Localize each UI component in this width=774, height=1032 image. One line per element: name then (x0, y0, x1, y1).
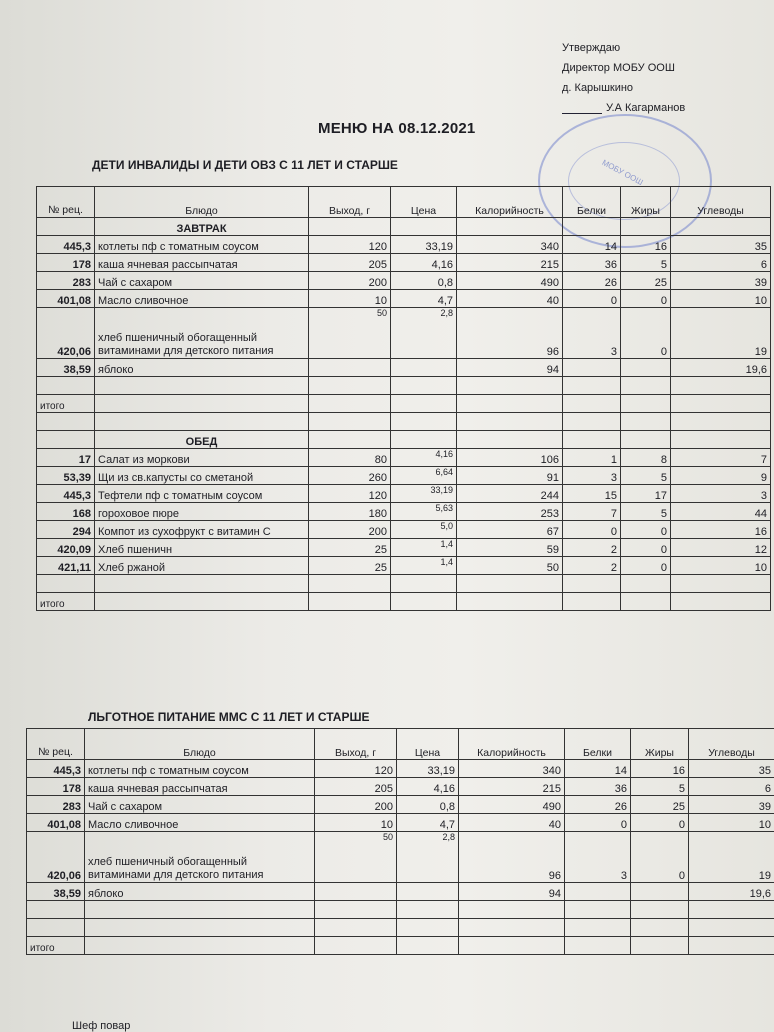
cell-weight: 200 (309, 272, 391, 290)
cell-code: 283 (37, 272, 95, 290)
cell-code: 53,39 (37, 467, 95, 485)
empty-row (37, 377, 771, 395)
cell-price: 4,16 (391, 254, 457, 272)
cell-price: 1,4 (391, 557, 457, 575)
cell-code: 445,3 (37, 485, 95, 503)
table-row (37, 272, 771, 290)
cell-carbs: 10 (671, 557, 771, 575)
table-row (27, 883, 774, 901)
cell-dish: гороховое пюре (95, 503, 309, 521)
table-row (37, 521, 771, 539)
cell-protein (565, 883, 631, 901)
cell-price (391, 359, 457, 377)
cell-protein: 26 (563, 272, 621, 290)
approval-line: Утверждаю (562, 42, 621, 54)
col-dish: Блюдо (85, 729, 315, 760)
village-line: д. Карышкино (562, 82, 634, 94)
cell-kcal: 50 (457, 557, 563, 575)
cell-dish: хлеб пшеничный обогащенный витаминами для детского питания (85, 832, 315, 883)
table-row (27, 832, 774, 883)
cell-code: 178 (27, 778, 85, 796)
cell-carbs: 10 (671, 290, 771, 308)
cell-kcal: 40 (457, 290, 563, 308)
breakfast-label: ЗАВТРАК (95, 218, 309, 236)
cell-fat: 25 (631, 796, 689, 814)
cell-weight: 120 (315, 760, 397, 778)
cell-kcal: 94 (457, 359, 563, 377)
table-row (27, 796, 774, 814)
approval-block (562, 38, 685, 118)
cell-carbs: 39 (671, 272, 771, 290)
breakfast-rows (37, 236, 771, 377)
empty-row (37, 413, 771, 431)
cell-fat: 0 (631, 814, 689, 832)
cell-dish: каша ячневая рассыпчатая (85, 778, 315, 796)
benefit-rows (27, 760, 774, 901)
cell-carbs: 12 (671, 539, 771, 557)
cell-price: 6,64 (391, 467, 457, 485)
cell-fat: 0 (621, 557, 671, 575)
section-row (37, 218, 771, 236)
director-line: Директор МОБУ ООШ (562, 62, 675, 74)
cell-code: 294 (37, 521, 95, 539)
table2-title: ЛЬГОТНОЕ ПИТАНИЕ ММС С 11 ЛЕТ И СТАРШЕ (88, 710, 370, 724)
cell-dish: Масло сливочное (85, 814, 315, 832)
cell-protein: 14 (563, 236, 621, 254)
col-code: № рец. (27, 729, 85, 760)
cell-weight: 25 (309, 557, 391, 575)
cell-protein: 26 (565, 796, 631, 814)
table-row (27, 760, 774, 778)
cell-weight: 25 (309, 539, 391, 557)
cell-dish: Тефтели пф с томатным соусом (95, 485, 309, 503)
cell-dish: котлеты пф с томатным соусом (85, 760, 315, 778)
cell-protein: 0 (563, 521, 621, 539)
cell-price: 5,63 (391, 503, 457, 521)
cell-kcal: 340 (457, 236, 563, 254)
cell-weight: 10 (315, 814, 397, 832)
cell-protein: 2 (563, 539, 621, 557)
cell-weight (315, 883, 397, 901)
table-row (37, 539, 771, 557)
cell-fat: 5 (621, 503, 671, 521)
cell-code: 420,06 (27, 832, 85, 883)
cell-kcal: 96 (457, 308, 563, 359)
cell-code: 445,3 (37, 236, 95, 254)
cell-carbs: 6 (689, 778, 774, 796)
cell-protein (563, 359, 621, 377)
menu-title: МЕНЮ НА 08.12.2021 (318, 120, 476, 137)
itogo-label: итого (37, 593, 95, 611)
cell-protein: 15 (563, 485, 621, 503)
col-protein: Белки (563, 187, 621, 218)
cell-kcal: 215 (459, 778, 565, 796)
cell-dish: хлеб пшеничный обогащенный витаминами для детского питания (95, 308, 309, 359)
cell-weight: 80 (309, 449, 391, 467)
table-row (27, 778, 774, 796)
cell-price: 33,19 (397, 760, 459, 778)
cell-weight: 50 (315, 832, 397, 883)
cell-price: 4,7 (397, 814, 459, 832)
cell-code: 38,59 (27, 883, 85, 901)
cell-kcal: 490 (457, 272, 563, 290)
cell-price: 33,19 (391, 485, 457, 503)
stamp-text: МОБУ ООШ (600, 157, 645, 188)
cell-dish: Щи из св.капусты со сметаной (95, 467, 309, 485)
cell-price: 4,7 (391, 290, 457, 308)
cell-protein: 0 (565, 814, 631, 832)
col-fat: Жиры (631, 729, 689, 760)
col-carbs: Углеводы (689, 729, 774, 760)
col-protein: Белки (565, 729, 631, 760)
cell-protein: 3 (565, 832, 631, 883)
cell-weight: 260 (309, 467, 391, 485)
cell-carbs: 3 (671, 485, 771, 503)
cell-carbs: 9 (671, 467, 771, 485)
col-weight: Выход, г (315, 729, 397, 760)
table-row (37, 503, 771, 521)
cell-dish: яблоко (95, 359, 309, 377)
itogo-row (37, 395, 771, 413)
cell-price: 2,8 (397, 832, 459, 883)
cell-weight: 200 (309, 521, 391, 539)
cell-price: 5,0 (391, 521, 457, 539)
cell-kcal: 490 (459, 796, 565, 814)
cell-carbs: 19 (671, 308, 771, 359)
cell-price (397, 883, 459, 901)
cell-protein: 14 (565, 760, 631, 778)
cell-price: 2,8 (391, 308, 457, 359)
cell-carbs: 7 (671, 449, 771, 467)
cell-kcal: 96 (459, 832, 565, 883)
cell-carbs: 44 (671, 503, 771, 521)
cell-carbs: 35 (671, 236, 771, 254)
cell-dish: Масло сливочное (95, 290, 309, 308)
table-row (37, 254, 771, 272)
cell-carbs: 35 (689, 760, 774, 778)
cell-weight: 180 (309, 503, 391, 521)
cell-kcal: 106 (457, 449, 563, 467)
cell-kcal: 94 (459, 883, 565, 901)
lunch-label: ОБЕД (95, 431, 309, 449)
empty-row (37, 575, 771, 593)
cell-fat: 8 (621, 449, 671, 467)
col-price: Цена (391, 187, 457, 218)
cell-carbs: 19 (689, 832, 774, 883)
cell-weight (309, 359, 391, 377)
cell-code: 168 (37, 503, 95, 521)
cell-price: 4,16 (391, 449, 457, 467)
cell-code: 38,59 (37, 359, 95, 377)
cell-kcal: 244 (457, 485, 563, 503)
itogo-row (27, 937, 774, 955)
cell-fat: 25 (621, 272, 671, 290)
cell-code: 17 (37, 449, 95, 467)
cell-price: 33,19 (391, 236, 457, 254)
cell-weight: 120 (309, 236, 391, 254)
cell-price: 0,8 (397, 796, 459, 814)
cell-protein: 36 (563, 254, 621, 272)
cell-price: 4,16 (397, 778, 459, 796)
cell-dish: Компот из сухофрукт с витамин С (95, 521, 309, 539)
cell-kcal: 67 (457, 521, 563, 539)
cell-weight: 205 (309, 254, 391, 272)
cell-code: 420,09 (37, 539, 95, 557)
cell-protein: 7 (563, 503, 621, 521)
itogo-row (37, 593, 771, 611)
table-row (37, 467, 771, 485)
cell-kcal: 91 (457, 467, 563, 485)
cell-price: 0,8 (391, 272, 457, 290)
cell-protein: 3 (563, 308, 621, 359)
cell-carbs: 16 (671, 521, 771, 539)
cell-carbs: 19,6 (689, 883, 774, 901)
cell-dish: котлеты пф с томатным соусом (95, 236, 309, 254)
cell-weight: 10 (309, 290, 391, 308)
itogo-label: итого (37, 395, 95, 413)
col-code: № рец. (37, 187, 95, 218)
table-row (27, 814, 774, 832)
cell-weight: 120 (309, 485, 391, 503)
cell-fat: 16 (631, 760, 689, 778)
cell-kcal: 40 (459, 814, 565, 832)
cell-protein: 1 (563, 449, 621, 467)
cell-code: 178 (37, 254, 95, 272)
table-header-row (27, 729, 774, 760)
col-calories: Калорийность (457, 187, 563, 218)
chef-signature: Шеф повар (72, 1020, 131, 1032)
cell-code: 445,3 (27, 760, 85, 778)
table-row (37, 557, 771, 575)
cell-dish: яблоко (85, 883, 315, 901)
cell-kcal: 59 (457, 539, 563, 557)
cell-carbs: 10 (689, 814, 774, 832)
table-row (37, 449, 771, 467)
cell-fat: 5 (621, 467, 671, 485)
cell-weight: 50 (309, 308, 391, 359)
cell-code: 401,08 (27, 814, 85, 832)
cell-protein: 3 (563, 467, 621, 485)
cell-carbs: 39 (689, 796, 774, 814)
cell-fat: 0 (621, 539, 671, 557)
cell-fat: 0 (631, 832, 689, 883)
cell-kcal: 215 (457, 254, 563, 272)
table-row (37, 359, 771, 377)
cell-protein: 2 (563, 557, 621, 575)
cell-dish: Чай с сахаром (85, 796, 315, 814)
table1-title: ДЕТИ ИНВАЛИДЫ И ДЕТИ ОВЗ С 11 ЛЕТ И СТАРШЕ (92, 158, 398, 172)
col-calories: Калорийность (459, 729, 565, 760)
cell-fat: 0 (621, 521, 671, 539)
cell-fat: 5 (621, 254, 671, 272)
col-price: Цена (397, 729, 459, 760)
cell-dish: Хлеб ржаной (95, 557, 309, 575)
cell-dish: Салат из моркови (95, 449, 309, 467)
col-weight: Выход, г (309, 187, 391, 218)
table-row (37, 290, 771, 308)
cell-fat: 5 (631, 778, 689, 796)
cell-fat (621, 359, 671, 377)
cell-dish: Чай с сахаром (95, 272, 309, 290)
col-carbs: Углеводы (671, 187, 771, 218)
cell-fat: 0 (621, 308, 671, 359)
cell-code: 421,11 (37, 557, 95, 575)
cell-fat (631, 883, 689, 901)
director-name: У.А Кагарманов (606, 102, 686, 114)
cell-code: 283 (27, 796, 85, 814)
cell-code: 420,06 (37, 308, 95, 359)
cell-kcal: 340 (459, 760, 565, 778)
cell-kcal: 253 (457, 503, 563, 521)
cell-fat: 16 (621, 236, 671, 254)
itogo-label: итого (27, 937, 85, 955)
table-row (37, 308, 771, 359)
empty-row (27, 919, 774, 937)
table-header-row (37, 187, 771, 218)
signature-scribble (562, 103, 602, 114)
cell-code: 401,08 (37, 290, 95, 308)
menu-table-ovz (36, 186, 771, 611)
col-dish: Блюдо (95, 187, 309, 218)
table-row (37, 236, 771, 254)
cell-price: 1,4 (391, 539, 457, 557)
cell-dish: каша ячневая рассыпчатая (95, 254, 309, 272)
menu-table-mms (26, 728, 774, 955)
table-row (37, 485, 771, 503)
cell-protein: 36 (565, 778, 631, 796)
cell-protein: 0 (563, 290, 621, 308)
section-row (37, 431, 771, 449)
cell-weight: 205 (315, 778, 397, 796)
empty-row (27, 901, 774, 919)
cell-carbs: 19,6 (671, 359, 771, 377)
cell-dish: Хлеб пшеничн (95, 539, 309, 557)
cell-fat: 17 (621, 485, 671, 503)
lunch-rows (37, 449, 771, 575)
col-fat: Жиры (621, 187, 671, 218)
cell-weight: 200 (315, 796, 397, 814)
cell-fat: 0 (621, 290, 671, 308)
cell-carbs: 6 (671, 254, 771, 272)
